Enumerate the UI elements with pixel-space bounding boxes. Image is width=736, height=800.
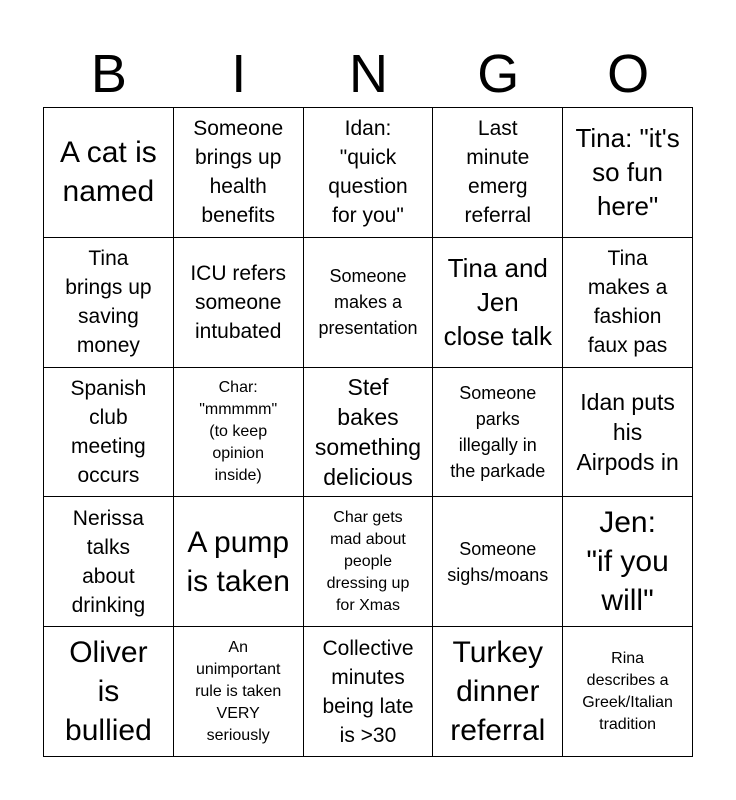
bingo-cell-r2c3[interactable]	[304, 238, 434, 368]
header-letter-n: N	[348, 44, 388, 104]
bingo-cell-r4c4[interactable]	[433, 497, 563, 627]
cell-text: Tina makes a fashion faux pas	[587, 247, 668, 358]
bingo-cell-r1c4[interactable]	[433, 108, 563, 238]
cell-text: A pump is taken	[186, 525, 290, 598]
bingo-cell-r1c1[interactable]	[44, 108, 174, 238]
cell-text: An unimportant rule is taken VERY seriously	[195, 638, 282, 744]
bingo-cell-r3c1[interactable]	[44, 368, 174, 498]
cell-text: Idan: "quick question for you"	[328, 117, 408, 228]
cell-text: Jen: "if you will"	[586, 506, 669, 618]
bingo-cell-r5c4[interactable]	[433, 627, 563, 757]
bingo-cell-r5c5[interactable]	[563, 627, 693, 757]
bingo-cell-r5c1[interactable]	[44, 627, 174, 757]
bingo-cell-r1c2[interactable]	[174, 108, 304, 238]
cell-text: Idan puts his Airpods in	[576, 388, 679, 475]
cell-text: A cat is named	[60, 136, 157, 209]
cell-text: Stef bakes something delicious	[314, 373, 422, 490]
cell-text: Spanish club meeting occurs	[70, 376, 147, 487]
bingo-cell-r3c4[interactable]	[433, 368, 563, 498]
bingo-cell-r1c5[interactable]	[563, 108, 693, 238]
bingo-cell-r4c3[interactable]	[304, 497, 434, 627]
cell-text: ICU refers someone intubated	[190, 261, 287, 343]
bingo-cell-r3c2[interactable]	[174, 368, 304, 498]
bingo-cell-r5c3[interactable]	[304, 627, 434, 757]
cell-text: Char: "mmmmm" (to keep opinion inside)	[199, 378, 278, 484]
bingo-cell-r3c3[interactable]	[304, 368, 434, 498]
header-letter-b: B	[90, 44, 127, 104]
cell-text: Someone sighs/moans	[447, 538, 549, 585]
cell-text: Collective minutes being late is >30	[322, 636, 414, 747]
bingo-cell-r2c2[interactable]	[174, 238, 304, 368]
header-letter-i: I	[231, 44, 247, 104]
bingo-board	[43, 107, 693, 757]
bingo-cell-r1c3[interactable]	[304, 108, 434, 238]
bingo-cell-r2c5[interactable]	[563, 238, 693, 368]
cell-text: Last minute emerg referral	[464, 117, 532, 228]
cell-text: Someone parks illegally in the parkade	[450, 382, 546, 481]
cell-text: Turkey dinner referral	[450, 636, 546, 748]
cell-text: Oliver is bullied	[65, 636, 152, 748]
cell-text: Someone makes a presentation	[318, 266, 418, 339]
bingo-cell-r4c5[interactable]	[563, 497, 693, 627]
bingo-header	[44, 40, 693, 108]
cell-text: Tina and Jen close talk	[443, 253, 552, 352]
bingo-cell-r4c2[interactable]	[174, 497, 304, 627]
cell-text: Rina describes a Greek/Italian tradition	[582, 649, 673, 733]
bingo-cell-r3c5[interactable]	[563, 368, 693, 498]
cell-text: Tina: "it's so fun here"	[575, 123, 680, 222]
cell-text: Someone brings up health benefits	[193, 117, 284, 228]
cell-text: Tina brings up saving money	[65, 247, 152, 358]
header-letter-g: G	[477, 44, 520, 104]
bingo-cell-r4c1[interactable]	[44, 497, 174, 627]
cell-text: Char gets mad about people dressing up for Xmas	[326, 508, 410, 614]
bingo-cell-r5c2[interactable]	[174, 627, 304, 757]
bingo-cell-r2c1[interactable]	[44, 238, 174, 368]
cell-text: Nerissa talks about drinking	[71, 506, 146, 617]
bingo-cell-r2c4[interactable]	[433, 238, 563, 368]
header-letter-o: O	[607, 44, 650, 104]
